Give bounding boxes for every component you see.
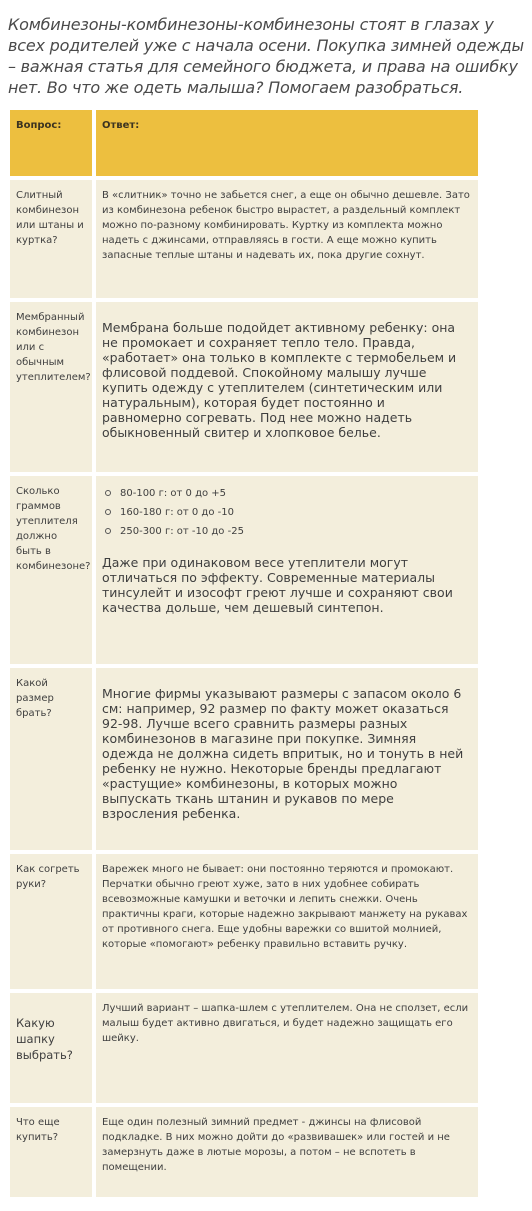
row-answer: Лучший вариант – шапка-шлем с утеплителем. Она не сползет, если малыш будет активно двигаться, и будет надежно защищать его шейку.	[96, 993, 478, 1103]
row-question: Мембранный комбинезон или с обычным утеплителем?	[10, 302, 92, 472]
row-question: Слитный комбинезон или штаны и куртка?	[10, 180, 92, 298]
table-row	[10, 854, 478, 989]
table-row	[10, 668, 478, 850]
table-row	[10, 180, 478, 298]
insulation-options-list	[102, 484, 470, 541]
list-item	[102, 484, 470, 503]
option-text: 160-180 г: от 0 до -10	[120, 507, 234, 518]
row-question: Что еще купить?	[10, 1107, 92, 1197]
table-row	[10, 1107, 478, 1197]
intro-paragraph: Комбинезоны-комбинезоны-комбинезоны стоят в глазах у всех родителей уже с начала осени. Покупка зимней одежды – важная статья для семейного бюджета, и права на ошибку нет. Во что же одеть малыша? Помогаем разобраться.	[8, 15, 524, 97]
circle-bullet-icon	[105, 509, 111, 515]
row-question: Как согреть руки?	[10, 854, 92, 989]
circle-bullet-icon	[105, 490, 111, 496]
list-item	[102, 503, 470, 522]
row-question: Какую шапку выбрать?	[10, 993, 92, 1103]
row-answer: Еще один полезный зимний предмет - джинсы на флисовой подкладке. В них можно дойти до «развивашек» или гостей и не замерзнуть даже в лютые морозы, а потом – не вспотеть в помещении.	[96, 1107, 478, 1197]
row-question: Какой размер брать?	[10, 668, 92, 850]
circle-bullet-icon	[105, 528, 111, 534]
row-answer: В «слитник» точно не забьется снег, а еще он обычно дешевле. Зато из комбинезона ребенок быстро вырастет, а раздельный комплект можно по-разному комбинировать. Куртку из комплекта можно надеть с джинсами, отправляясь в гости. А еще можно купить запасные теплые штаны и надевать их, пока другие сохнут.	[96, 180, 478, 298]
option-text: 80-100 г: от 0 до +5	[120, 488, 227, 499]
header-answer: Ответ:	[96, 110, 478, 176]
table-row	[10, 476, 478, 664]
list-item	[102, 522, 470, 541]
header-question: Вопрос:	[10, 110, 92, 176]
row-answer: Варежек много не бывает: они постоянно теряются и промокают. Перчатки обычно греют хуже, зато в них удобнее собирать всевозможные камушки и веточки и лепить снежки. Очень практичны краги, которые надежно закрывают манжету на рукавах от противного снега. Еще удобны варежки со вшитой молнией, которые «помогают» ребенку правильно вставить ручку.	[96, 854, 478, 989]
row-question: Сколько граммов утеплителя должно быть в комбинезоне?	[10, 476, 92, 664]
table-row	[10, 993, 478, 1103]
row-answer: Даже при одинаковом весе утеплители могут отличаться по эффекту. Современные материалы тинсулейт и изософт греют лучше и сохраняют свои качества дольше, чем дешевый синтепон.	[102, 555, 453, 615]
qa-table	[10, 110, 478, 1201]
row-answer-with-options	[96, 476, 478, 664]
row-answer: Мембрана больше подойдет активному ребенку: она не промокает и сохраняет тепло тело. Правда, «работает» она только в комплекте с термобельем и флисовой поддевой. Спокойному малышу лучше купить одежду с утеплителем (синтетическим или натуральным), которая будет постоянно и равномерно согревать. Под нее можно надеть обыкновенный свитер и хлопковое белье.	[96, 302, 478, 472]
table-row	[10, 302, 478, 472]
table-header-row	[10, 110, 478, 176]
option-text: 250-300 г: от -10 до -25	[120, 526, 244, 537]
row-answer: Многие фирмы указывают размеры с запасом около 6 см: например, 92 размер по факту может оказаться 92-98. Лучше всего сравнить размеры разных комбинезонов в магазине при покупке. Зимняя одежда не должна сидеть впритык, но и тонуть в ней ребенку не нужно. Некоторые бренды предлагают «растущие» комбинезоны, в которых можно выпускать ткань штанин и рукавов по мере взросления ребенка.	[96, 668, 478, 850]
